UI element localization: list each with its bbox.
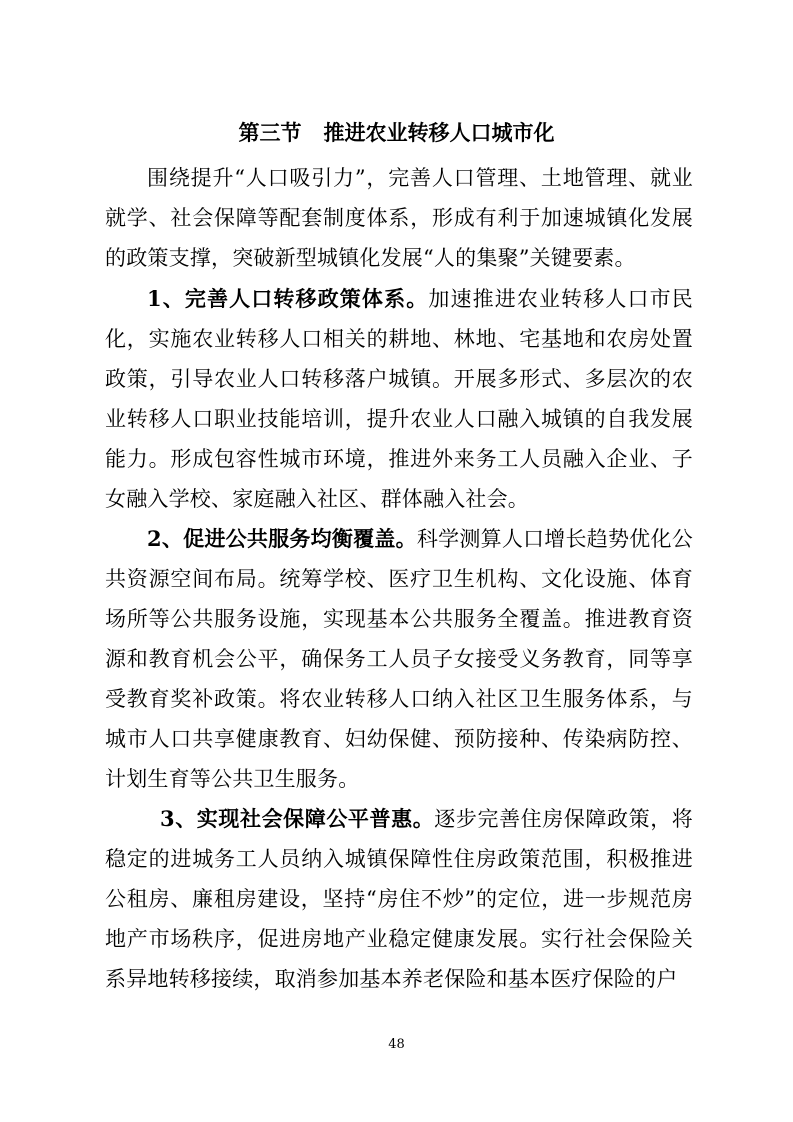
section-title: 第三节 推进农业转移人口城市化 [238, 120, 555, 145]
paragraph-population-policy [105, 279, 693, 519]
paragraph-social-security [105, 799, 693, 999]
paragraph-public-services [105, 519, 693, 799]
paragraph-intro [105, 158, 693, 278]
paragraph-social-security-heading: 3、实现社会保障公平普惠。 [160, 806, 435, 831]
paragraph-population-policy-heading: 1、完善人口转移政策体系。 [147, 286, 429, 311]
page-number: 48 [388, 1037, 405, 1052]
paragraph-public-services-text: 科学测算人口增长趋势优化公共资源空间布局。统筹学校、医疗卫生机构、文化设施、体育场所等公共服务设施，实现基本公共服务全覆盖。推进教育资源和教育机会公平，确保务工人员子女接受义务教育，同等享受教育奖补政策。将农业转移人口纳入社区卫生服务体系，与城市人口共享健康教育、妇幼保健、预防接种、传染病防控、计划生育等公共卫生服务。 [105, 527, 693, 791]
paragraph-social-security-text: 逐步完善住房保障政策，将稳定的进城务工人员纳入城镇保障性住房政策范围，积极推进公租房、廉租房建设，坚持“房住不炒”的定位，进一步规范房地产市场秩序，促进房地产业稳定健康发展。实行社会保险关系异地转移接续，取消参加基本养老保险和基本医疗保险的户 [105, 807, 693, 991]
paragraph-intro-text: 围绕提升“人口吸引力”，完善人口管理、土地管理、就业就学、社会保障等配套制度体系，形成有利于加速城镇化发展的政策支撑，突破新型城镇化发展“人的集聚”关键要素。 [105, 166, 693, 270]
paragraph-population-policy-text: 加速推进农业转移人口市民化，实施农业转移人口相关的耕地、林地、宅基地和农房处置政策，引导农业人口转移落户城镇。开展多形式、多层次的农业转移人口职业技能培训，提升农业人口融入城镇的自我发展能力。形成包容性城市环境，推进外来务工人员融入企业、子女融入学校、家庭融入社区、群体融入社会。 [105, 287, 693, 511]
paragraph-public-services-heading: 2、促进公共服务均衡覆盖。 [147, 526, 417, 551]
